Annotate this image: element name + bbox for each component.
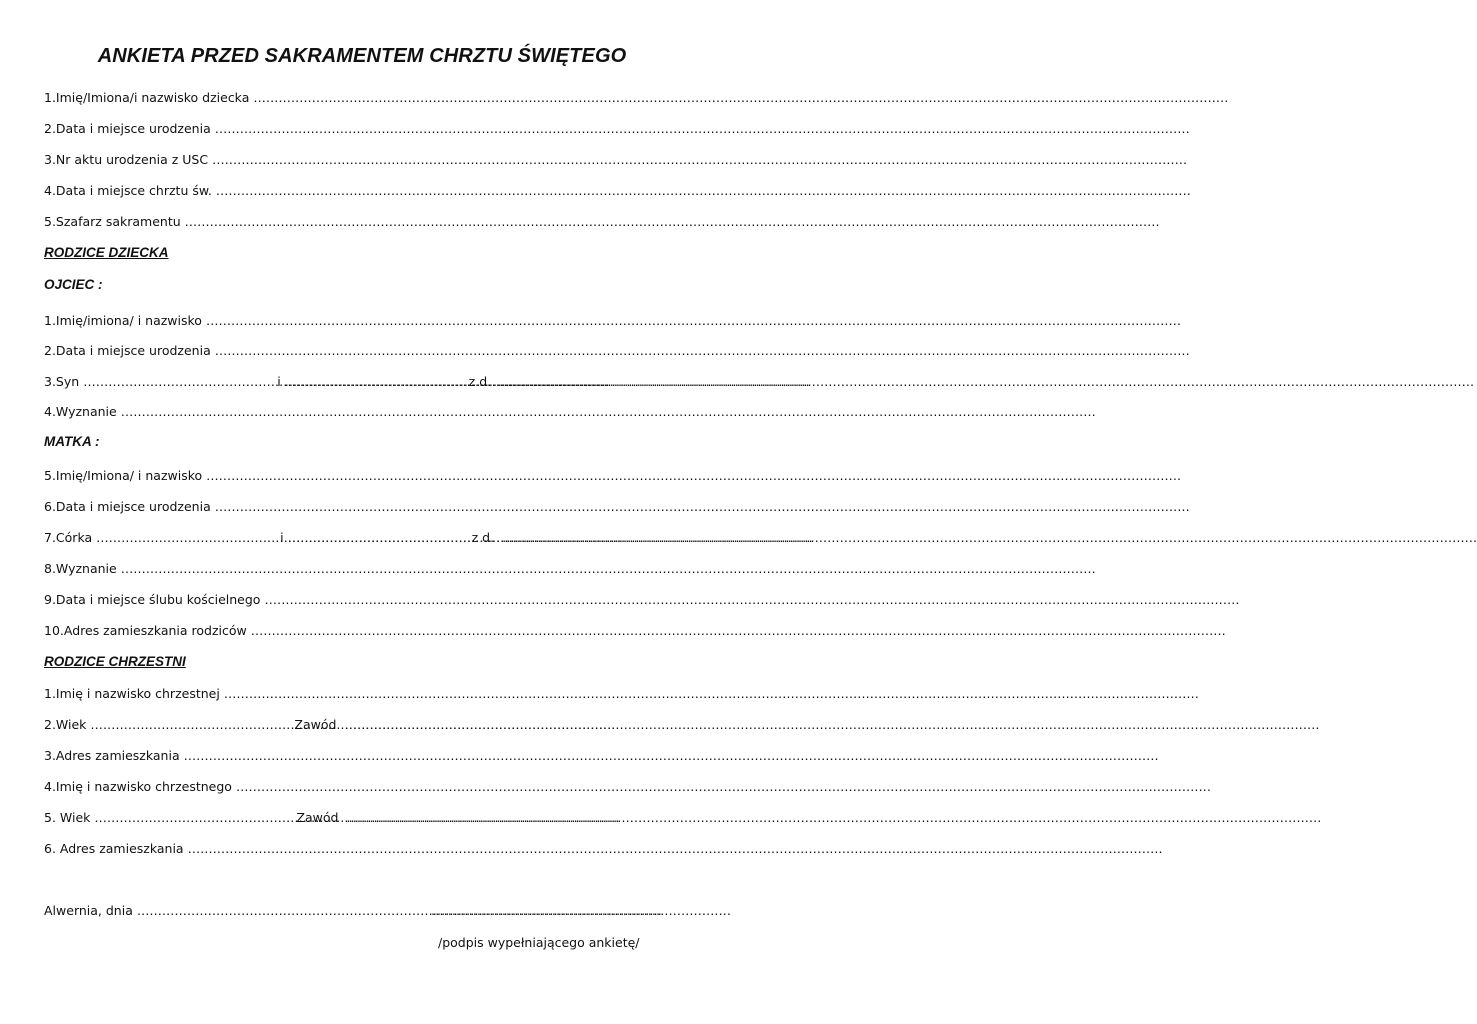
child-baptism-label: 4.Data i miejsce chrztu św.: [44, 183, 212, 198]
wedding-field[interactable]: [44, 592, 680, 610]
place-date-field[interactable]: [44, 903, 344, 921]
place-date-label: Alwernia, dnia: [44, 903, 133, 918]
godmother-age-job-field[interactable]: [44, 717, 680, 735]
wedding-label: 9.Data i miejsce ślubu kościelnego: [44, 592, 261, 607]
mother-name-field[interactable]: [44, 468, 680, 486]
godmother-age-label: 2.Wiek: [44, 717, 87, 732]
child-minister-field[interactable]: [44, 214, 680, 232]
signature-caption: /podpis wypełniającego ankietę/: [438, 935, 640, 950]
godfather-age-job-field[interactable]: [44, 810, 680, 828]
child-birth-label: 2.Data i miejsce urodzenia: [44, 121, 211, 136]
parents-address-label: 10.Adres zamieszkania rodziców: [44, 623, 247, 638]
father-religion-field[interactable]: [44, 404, 680, 422]
godmother-name-field[interactable]: [44, 686, 680, 704]
page-title: ANKIETA PRZED SAKRAMENTEM CHRZTU ŚWIĘTEGO: [97, 45, 627, 67]
godfather-address-field[interactable]: [44, 841, 680, 859]
father-parents-field[interactable]: [44, 374, 680, 392]
mother-birth-field[interactable]: [44, 499, 680, 517]
godfather-age-label: 5. Wiek: [44, 810, 91, 825]
child-usc-label: 3.Nr aktu urodzenia z USC: [44, 152, 209, 167]
child-usc-field[interactable]: [44, 152, 680, 170]
godfather-job-label: Zawód: [296, 810, 339, 825]
mother-nee-label: z d.: [471, 530, 495, 545]
father-name-field[interactable]: [44, 313, 680, 331]
child-minister-label: 5.Szafarz sakramentu: [44, 214, 181, 229]
father-birth-label: 2.Data i miejsce urodzenia: [44, 343, 211, 358]
godmother-address-field[interactable]: [44, 748, 680, 766]
father-son-label: 3.Syn: [44, 374, 80, 389]
parents-address-field[interactable]: [44, 623, 680, 641]
father-heading: OJCIEC :: [44, 277, 103, 292]
child-birth-field[interactable]: [44, 121, 680, 139]
father-religion-label: 4.Wyznanie: [44, 404, 117, 419]
godfather-name-label: 4.Imię i nazwisko chrzestnego: [44, 779, 232, 794]
mother-daughter-label: 7.Córka: [44, 530, 93, 545]
signature-line[interactable]: ………………………………………………………………: [431, 903, 731, 918]
mother-name-label: 5.Imię/Imiona/ i nazwisko: [44, 468, 203, 483]
father-and-label: i: [277, 374, 281, 389]
child-baptism-field[interactable]: [44, 183, 680, 201]
mother-religion-field[interactable]: [44, 561, 680, 579]
godmother-name-label: 1.Imię i nazwisko chrzestnej: [44, 686, 220, 701]
godmother-job-label: Zawód: [294, 717, 337, 732]
mother-parents-field[interactable]: [44, 530, 680, 548]
father-name-label: 1.Imię/imiona/ i nazwisko: [44, 313, 202, 328]
mother-birth-label: 6.Data i miejsce urodzenia: [44, 499, 211, 514]
godparents-heading: RODZICE CHRZESTNI: [44, 654, 186, 669]
godmother-address-label: 3.Adres zamieszkania: [44, 748, 180, 763]
parents-heading: RODZICE DZIECKA: [44, 245, 169, 260]
godfather-name-field[interactable]: [44, 779, 680, 797]
mother-religion-label: 8.Wyznanie: [44, 561, 117, 576]
father-nee-label: z d.: [468, 374, 492, 389]
mother-and-label: i: [280, 530, 284, 545]
godfather-address-label: 6. Adres zamieszkania: [44, 841, 184, 856]
father-birth-field[interactable]: [44, 343, 680, 361]
child-name-label: 1.Imię/Imiona/i nazwisko dziecka: [44, 90, 250, 105]
child-name-field[interactable]: [44, 90, 680, 108]
mother-heading: MATKA :: [44, 434, 100, 449]
